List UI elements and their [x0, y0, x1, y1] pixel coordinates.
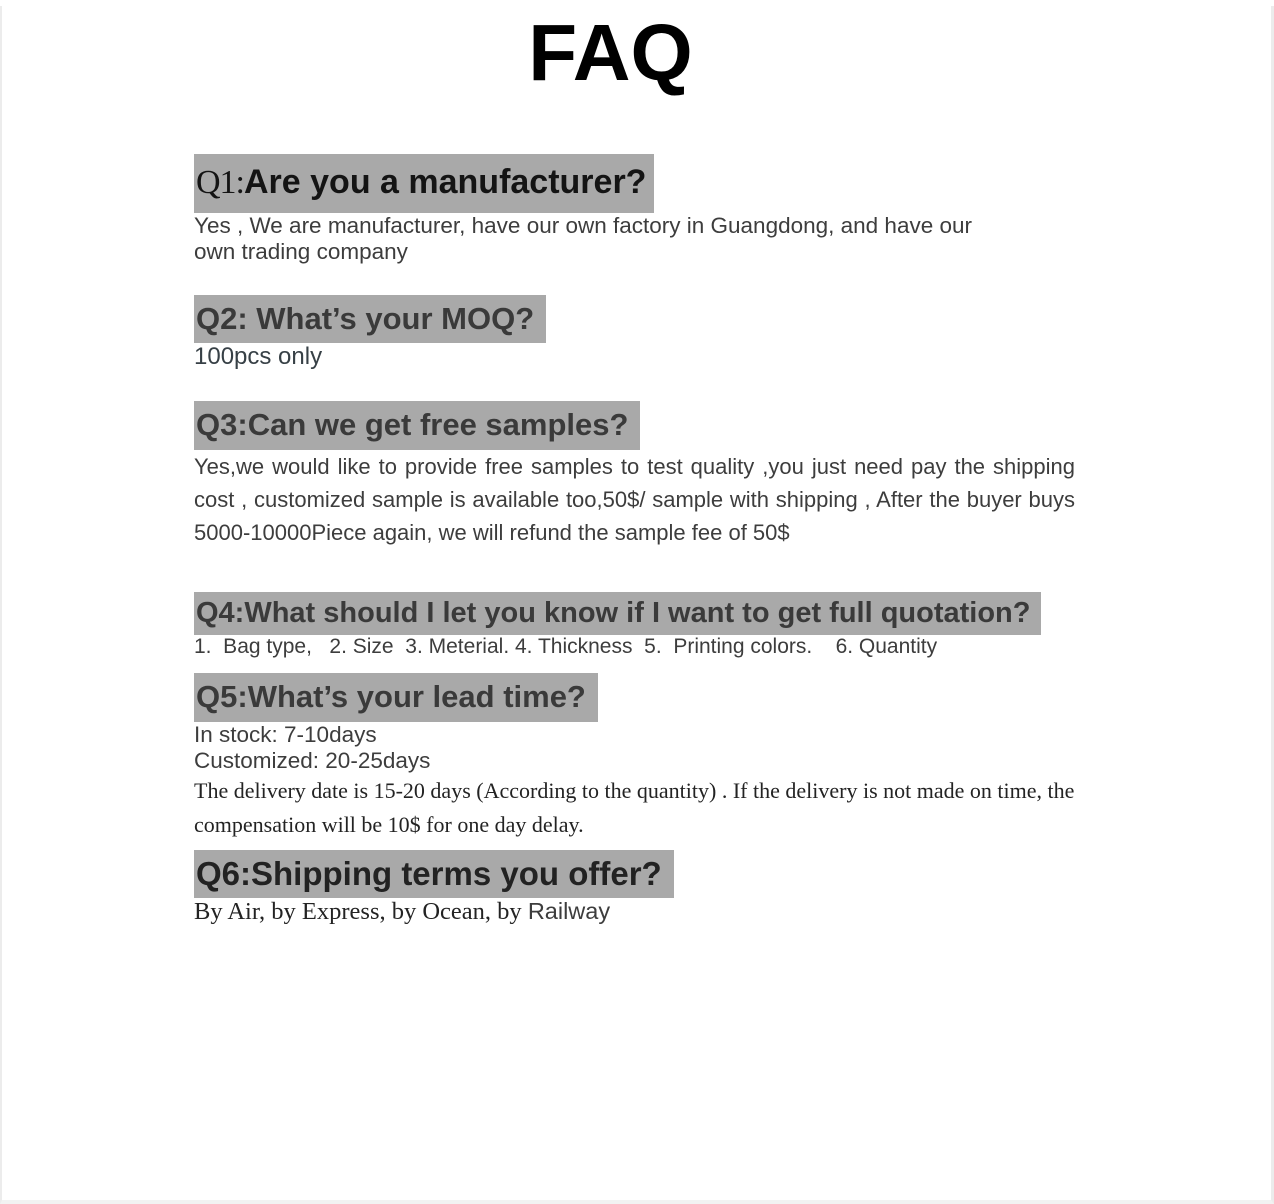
question-1-heading — [194, 154, 654, 213]
question-3-text: Can we get free samples? — [247, 407, 629, 443]
answer-6-sans-part: Railway — [527, 898, 611, 925]
answer-6-serif-part: By Air, by Express, by Ocean, by — [194, 898, 528, 926]
faq-item-q4 — [194, 592, 1075, 660]
question-2-heading — [194, 295, 546, 343]
answer-5-line-1: In stock: 7-10days — [194, 721, 377, 747]
question-2-text: What’s your MOQ? — [247, 301, 535, 337]
question-2-label: Q2: — [196, 301, 248, 337]
question-4-heading-row — [194, 592, 1075, 636]
answer-5-line-3: The delivery date is 15-20 days (According to the quantity) . If the delivery is not made on time, the compensation will be 10$ for one day delay. — [194, 777, 1075, 837]
question-6-heading — [194, 850, 674, 899]
faq-item-q6 — [194, 850, 1075, 927]
faq-item-q5 — [194, 673, 1075, 841]
question-5-heading — [194, 673, 598, 721]
question-6-text: Shipping terms you offer? — [251, 854, 662, 892]
answer-3: Yes,we would like to provide free samples to test quality ,you just need pay the shipping cost , customized sample is available too,50$/ sample with shipping , After the buyer buys 5000-10000Piece again, we will refund the sample fee of 50$ — [194, 453, 1075, 545]
page-title: FAQ — [528, 8, 693, 97]
answer-1-line-2: own trading company — [194, 239, 408, 265]
faq-document — [2, 6, 1271, 926]
question-6-label: Q6: — [196, 854, 252, 892]
question-1-heading-row — [194, 154, 1075, 213]
question-6-heading-row — [194, 850, 1075, 899]
question-1-label: Q1: — [196, 164, 244, 202]
question-2-heading-row — [194, 295, 1075, 343]
question-5-text: What’s your lead time? — [247, 679, 586, 715]
question-4-heading — [194, 592, 1041, 636]
question-5-label: Q5: — [196, 679, 248, 715]
answer-6 — [194, 898, 1075, 926]
question-4-label: Q4: — [196, 596, 245, 629]
answer-4: 1. Bag type, 2. Size 3. Meterial. 4. Thickness 5. Printing colors. 6. Quantity — [194, 635, 938, 659]
question-1-text: Are you a manufacturer? — [244, 163, 647, 202]
answer-2: 100pcs only — [194, 343, 323, 371]
question-3-label: Q3: — [196, 407, 248, 443]
question-3-heading — [194, 401, 640, 449]
faq-item-q1 — [194, 154, 1075, 265]
question-3-heading-row — [194, 401, 1075, 449]
faq-item-q2 — [194, 295, 1075, 371]
question-4-text: What should I let you know if I want to get full quotation? — [244, 596, 1031, 629]
answer-5-line-2: Customized: 20-25days — [194, 747, 431, 773]
faq-item-q3 — [194, 401, 1075, 548]
answer-1-line-1: Yes , We are manufacturer, have our own factory in Guangdong, and have our — [194, 213, 972, 239]
question-5-heading-row — [194, 673, 1075, 721]
